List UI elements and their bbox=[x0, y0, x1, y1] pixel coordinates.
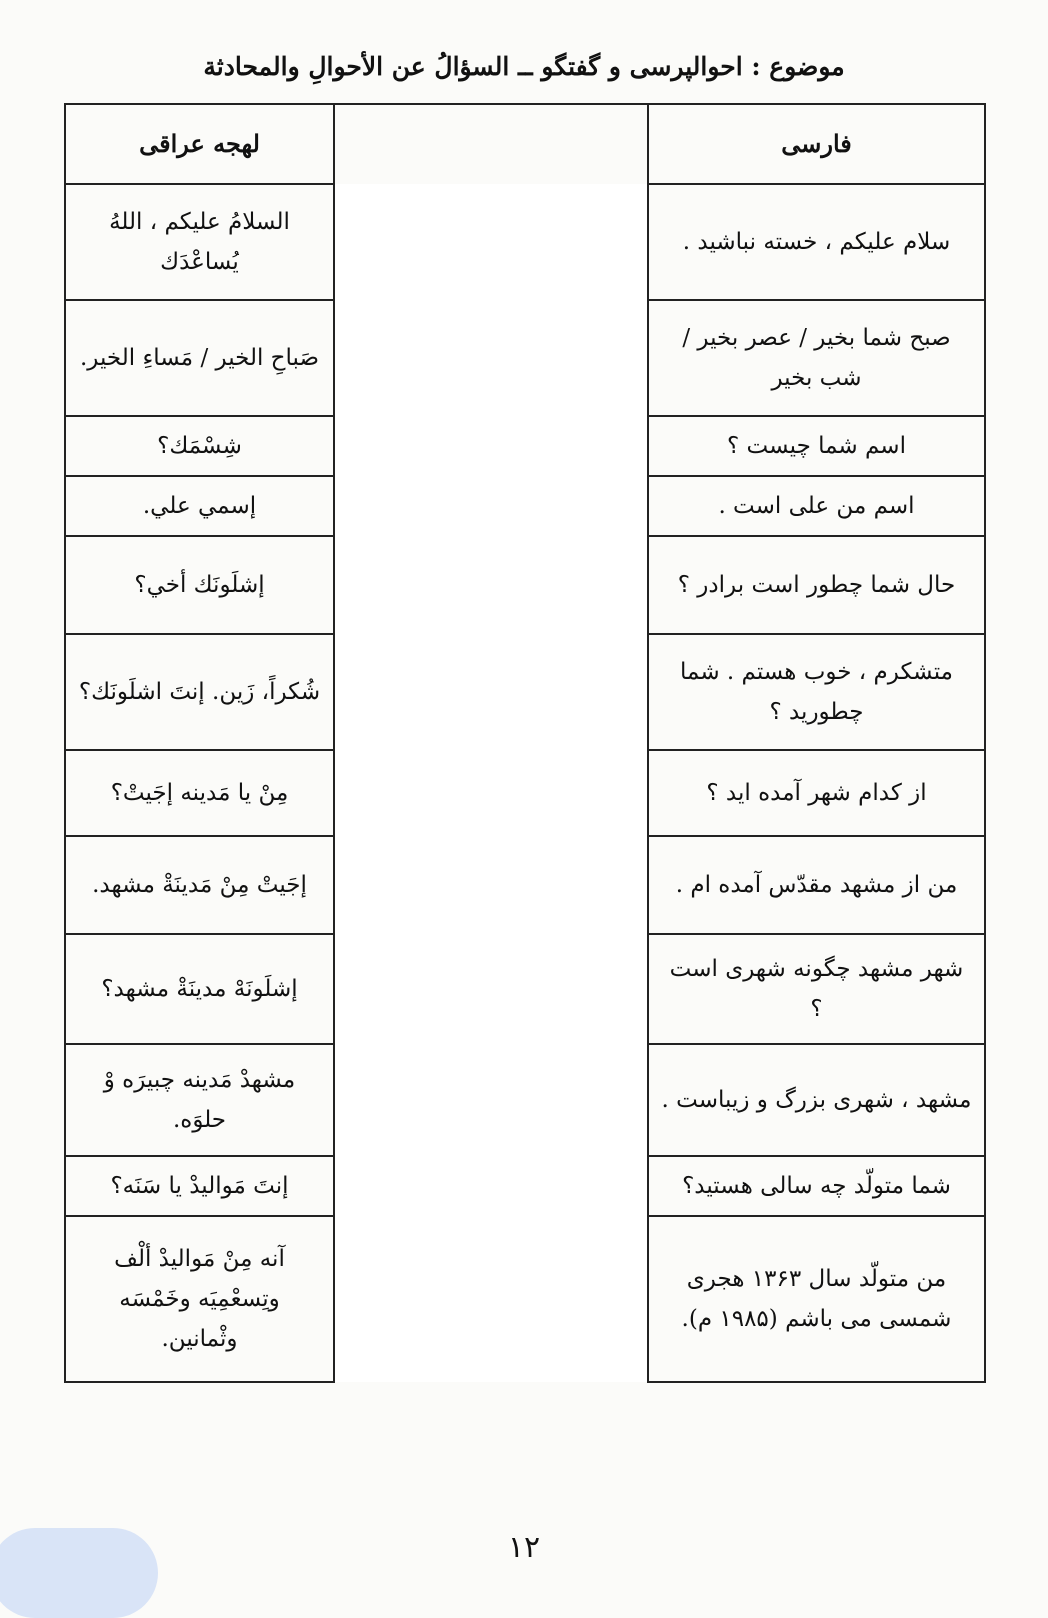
blank-cell bbox=[334, 476, 648, 536]
blank-cell bbox=[334, 836, 648, 934]
table-row bbox=[65, 476, 985, 536]
iraqi-cell: إشلَونَهْ مدينَةْ مشهد؟ bbox=[65, 934, 334, 1044]
iraqi-cell: إنتَ مَواليدْ يا سَنَه؟ bbox=[65, 1156, 334, 1216]
blank-cell bbox=[334, 750, 648, 836]
table-row bbox=[65, 416, 985, 476]
iraqi-cell: مشهدْ مَدينه چبيرَه وْ حلوَه. bbox=[65, 1044, 334, 1156]
blank-cell bbox=[334, 634, 648, 750]
table-row bbox=[65, 184, 985, 300]
header-farsi: فارسی bbox=[648, 104, 985, 184]
blank-cell bbox=[334, 934, 648, 1044]
blank-cell bbox=[334, 416, 648, 476]
table-row bbox=[65, 1044, 985, 1156]
farsi-cell: من از مشهد مقدّس آمده ام . bbox=[648, 836, 985, 934]
iraqi-cell: مِنْ يا مَدينه إجَيتْ؟ bbox=[65, 750, 334, 836]
header-blank bbox=[334, 104, 648, 184]
blank-cell bbox=[334, 1216, 648, 1382]
table-row bbox=[65, 836, 985, 934]
farsi-cell: حال شما چطور است برادر ؟ bbox=[648, 536, 985, 634]
blank-cell bbox=[334, 1156, 648, 1216]
farsi-cell: شما متولّد چه سالی هستید؟ bbox=[648, 1156, 985, 1216]
iraqi-cell: إجَيتْ مِنْ مَدينَةْ مشهد. bbox=[65, 836, 334, 934]
page-title: موضوع : احوالپرسی و گفتگو ــ السؤالُ عن الأحوالِ والمحادثة bbox=[203, 52, 845, 81]
phrase-table bbox=[64, 103, 986, 1383]
iraqi-cell: صَباحِ الخیر / مَساءِ الخیر. bbox=[65, 300, 334, 416]
table-row bbox=[65, 536, 985, 634]
corner-bubble bbox=[0, 1528, 158, 1618]
table-row bbox=[65, 634, 985, 750]
farsi-cell: صبح شما بخیر / عصر بخیر / شب بخیر bbox=[648, 300, 985, 416]
iraqi-cell: إسمي علي. bbox=[65, 476, 334, 536]
iraqi-cell: شِسْمَك؟ bbox=[65, 416, 334, 476]
blank-cell bbox=[334, 300, 648, 416]
table-row bbox=[65, 934, 985, 1044]
farsi-cell: اسم شما چیست ؟ bbox=[648, 416, 985, 476]
page-number: ١٢ bbox=[507, 1530, 541, 1565]
farsi-cell: من متولّد سال ۱۳۶۳ هجری شمسی می باشم (۱۹۸۵ م). bbox=[648, 1216, 985, 1382]
iraqi-cell: شُكراً، زَين. إنتَ اشلَونَك؟ bbox=[65, 634, 334, 750]
iraqi-cell: آنه مِنْ مَواليدْ ألْف وتِسعْمِيَه وخَمْسَه وثْمانين. bbox=[65, 1216, 334, 1382]
iraqi-cell: إشلَونَك أخي؟ bbox=[65, 536, 334, 634]
farsi-cell: اسم من علی است . bbox=[648, 476, 985, 536]
farsi-cell: از کدام شهر آمده اید ؟ bbox=[648, 750, 985, 836]
farsi-cell: مشهد ، شهری بزرگ و زیباست . bbox=[648, 1044, 985, 1156]
table-row bbox=[65, 300, 985, 416]
farsi-cell: متشکرم ، خوب هستم . شما چطورید ؟ bbox=[648, 634, 985, 750]
blank-cell bbox=[334, 536, 648, 634]
table-row bbox=[65, 750, 985, 836]
blank-cell bbox=[334, 1044, 648, 1156]
blank-cell bbox=[334, 184, 648, 300]
table-row bbox=[65, 1216, 985, 1382]
farsi-cell: شهر مشهد چگونه شهری است ؟ bbox=[648, 934, 985, 1044]
table-row bbox=[65, 1156, 985, 1216]
header-iraqi: لهجه عراقی bbox=[65, 104, 334, 184]
table-header-row bbox=[65, 104, 985, 184]
iraqi-cell: السلامُ علیکم ، اللهُ يُساعْدَك bbox=[65, 184, 334, 300]
farsi-cell: سلام علیکم ، خسته نباشید . bbox=[648, 184, 985, 300]
